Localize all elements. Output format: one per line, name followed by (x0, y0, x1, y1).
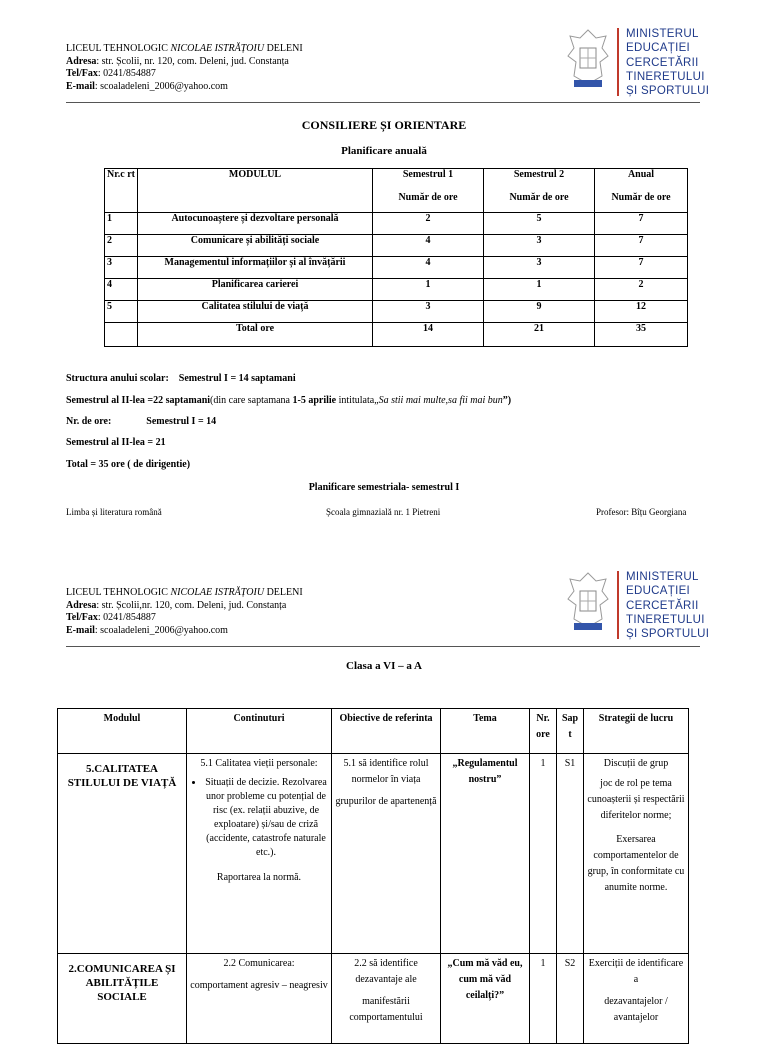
table-row: 2 Comunicare și abilități sociale 4 3 7 (105, 235, 688, 257)
email-line: E-mail: scoaladeleni_2006@yahoo.com (66, 624, 228, 636)
letterhead-text-2 (66, 587, 303, 637)
romania-crest-icon (566, 28, 610, 92)
structure-line-3: Nr. de ore: Semestrul I = 14 (66, 416, 217, 427)
logo-divider (617, 28, 619, 96)
semester-plan-table (57, 708, 689, 1044)
structure-line-1: Structura anului scolar: Semestrul I = 14 saptamani (66, 373, 296, 384)
address-line: Adresa: str. Școlii,nr. 120, com. Deleni, jud. Constanța (66, 599, 287, 611)
table-header-row (105, 169, 688, 213)
page-subtitle: Planificare anuală (341, 145, 427, 157)
subject-label: Limba și literatura română (66, 507, 162, 517)
teacher-label: Profesor: Bîțu Georgiana (596, 507, 687, 517)
table-row: 1 Autocunoaștere și dezvoltare personală 2 5 7 (105, 213, 688, 235)
letterhead-text (66, 43, 303, 93)
romania-crest-icon (566, 571, 610, 635)
table-header-row: Modulul Continuturi Obiective de referinta Tema Nr. ore Sap t Strategii de lucru (58, 709, 689, 754)
table-row: 5 Calitatea stilului de viață 3 9 12 (105, 301, 688, 323)
annual-plan-table (104, 168, 688, 347)
header-modul: MODULUL (138, 169, 373, 213)
semester-plan-title: Planificare semestriala- semestrul I (308, 482, 460, 493)
header-anual: Anual Număr de ore (595, 169, 688, 213)
table-row: 5.CALITATEA STILULUI DE VIAȚĂ 5.1 Calitatea vieții personale: • Situații de decizie. Rezolvarea unor probleme cu potențial de risc (ex. relații abuzive, de exploatare) și/sau de criză (accidente, catastrofe naturale etc.). Raportarea la normă. 5.1 să identifice rolul normelor în viața grupurilor de apartenență „Regulamentul nostru” 1 S1 Discuții de grup joc de rol pe tema cunoașterii și respectării diferitelor norme; Exersarea comportamentelor de grup, în conformitate cu anumite norme. (58, 754, 689, 954)
ministry-logo-text: MINISTERUL EDUCAȚIEI CERCETĂRII TINERETULUI ȘI SPORTULUI (626, 28, 710, 98)
school-line: LICEUL TEHNOLOGIC NICOLAE ISTRĂȚOIU DELENI (66, 43, 303, 54)
table-total-row: Total ore 14 21 35 (105, 323, 688, 347)
class-title: Clasa a VI – a A (346, 660, 422, 672)
table-row: 3 Managementul informațiilor și al învățării 4 3 7 (105, 257, 688, 279)
header-rule (66, 646, 700, 647)
tel-line: Tel/Fax: 0241/854887 (66, 68, 156, 79)
header-nr: Nr.c rt (105, 169, 138, 213)
address-line: Adresa: str. Școlii, nr. 120, com. Deleni, jud. Constanța (66, 55, 289, 67)
email-line: E-mail: scoaladeleni_2006@yahoo.com (66, 80, 228, 92)
logo-divider (617, 571, 619, 639)
school-label: Școala gimnazială nr. 1 Pietreni (326, 507, 441, 517)
header-sem2: Semestrul 2 Număr de ore (484, 169, 595, 213)
table-row: 4 Planificarea carierei 1 1 2 (105, 279, 688, 301)
header-sem1: Semestrul 1 Număr de ore (373, 169, 484, 213)
structure-line-2: Semestrul al II-lea =22 saptamani(din care saptamana 1-5 aprilie intitulata„Sa stii mai multe,sa fii mai bun”) (66, 395, 512, 406)
structure-line-5: Total = 35 ore ( de dirigentie) (66, 459, 191, 470)
tel-line: Tel/Fax: 0241/854887 (66, 612, 156, 623)
header-rule (66, 102, 700, 103)
school-line: LICEUL TEHNOLOGIC NICOLAE ISTRĂȚOIU DELENI (66, 587, 303, 598)
page-title: CONSILIERE ȘI ORIENTARE (301, 118, 467, 132)
structure-line-4: Semestrul al II-lea = 21 (66, 437, 166, 448)
ministry-logo-text: MINISTERUL EDUCAȚIEI CERCETĂRII TINERETULUI ȘI SPORTULUI (626, 571, 710, 641)
table-row: 2.COMUNICAREA ȘI ABILITĂȚILE SOCIALE 2.2 Comunicarea: comportament agresiv – neagresiv 2.2 să identifice dezavantaje ale manifestării comportamentului „Cum mă văd eu, cum mă văd ceilalți?” 1 S2 Exerciții de identificare a dezavantajelor / avantajelor (58, 954, 689, 1044)
